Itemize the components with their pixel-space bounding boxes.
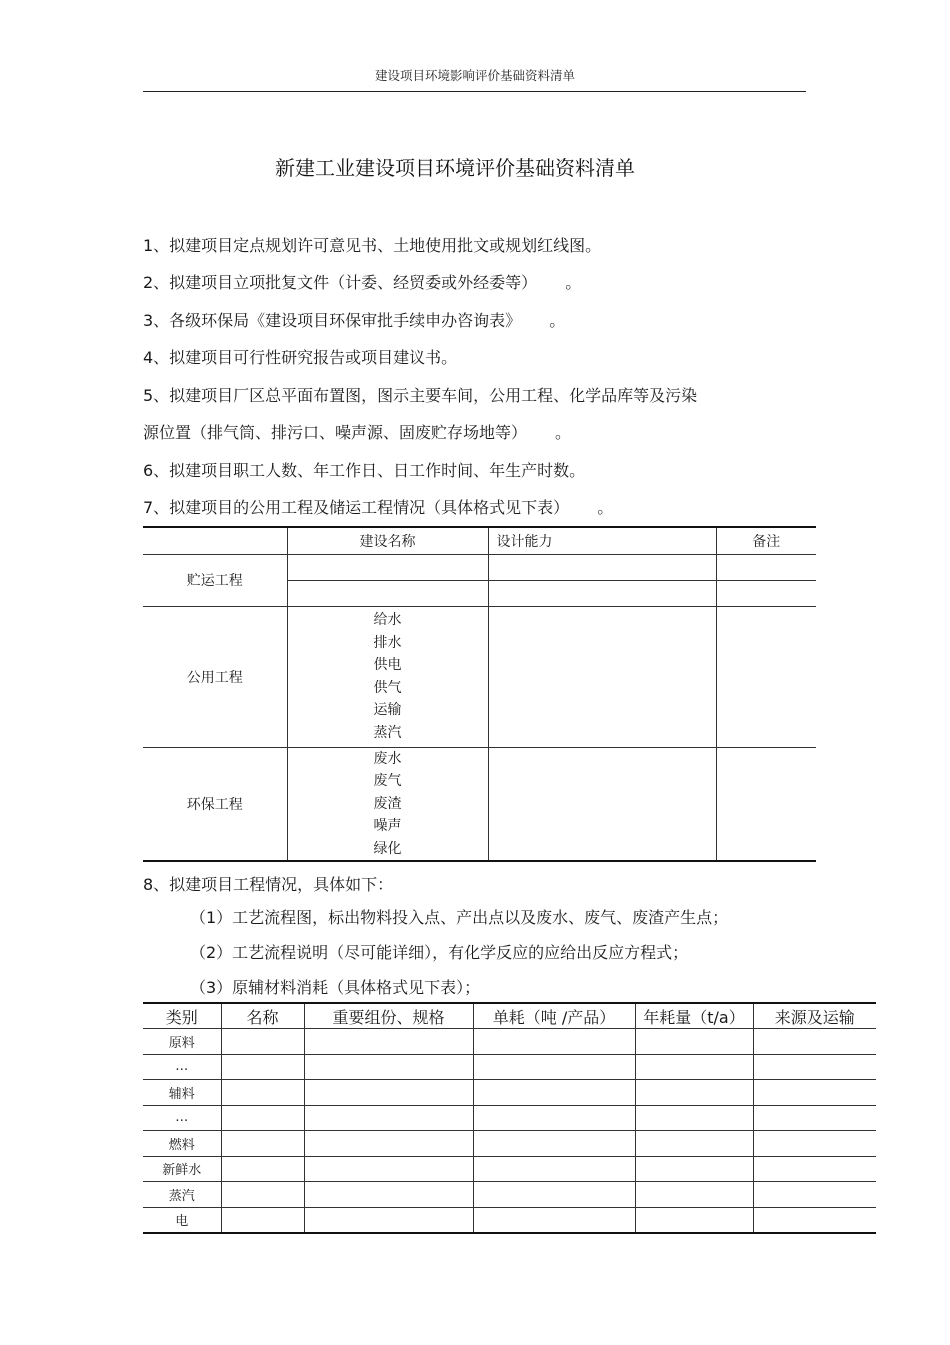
table-cell [753, 1131, 876, 1157]
list-item: 蒸汽 [373, 724, 402, 741]
table-cell [304, 1054, 473, 1080]
list-item-4: 4、拟建项目可行性研究报告或项目建议书。 [143, 348, 458, 367]
table-cell [473, 1029, 635, 1055]
table-cell [473, 1131, 635, 1157]
table-cell [488, 606, 716, 747]
table-cell [304, 1131, 473, 1157]
row-label: … [143, 1105, 221, 1131]
table-cell [473, 1054, 635, 1080]
table-cell [716, 606, 816, 747]
table1-header: 备注 [716, 527, 816, 554]
table-cell [473, 1156, 635, 1182]
table-cell [635, 1207, 753, 1233]
table-cell [635, 1054, 753, 1080]
table-cell [221, 1080, 304, 1106]
table-cell [753, 1029, 876, 1055]
table-cell [304, 1156, 473, 1182]
utilities-table [143, 526, 816, 862]
list-item-8: 8、拟建项目工程情况，具体如下： [143, 875, 394, 894]
table-cell [753, 1207, 876, 1233]
list-item-2: 2、拟建项目立项批复文件（计委、经贸委或外经委等） 。 [143, 273, 582, 292]
table-row [143, 1054, 876, 1080]
table-cell [287, 580, 488, 606]
row-label: 辅料 [143, 1080, 221, 1106]
table-row [143, 1105, 876, 1131]
table-cell [221, 1156, 304, 1182]
row-label: … [143, 1054, 221, 1080]
list-item-5: 5、拟建项目厂区总平面布置图，图示主要车间，公用工程、化学品库等及污染 [143, 386, 698, 405]
table-cell [635, 1029, 753, 1055]
group-label: 公用工程 [143, 606, 287, 747]
table-cell [753, 1156, 876, 1182]
table-cell [473, 1080, 635, 1106]
sub-item-3: （3）原辅材料消耗（具体格式见下表）； [190, 978, 481, 997]
list-item-5-cont: 源位置（排气筒、排污口、噪声源、固废贮存场地等） 。 [143, 423, 572, 442]
header-rule [143, 91, 806, 92]
row-label: 燃料 [143, 1131, 221, 1157]
document-title: 新建工业建设项目环境评价基础资料清单 [275, 156, 635, 180]
table-cell [221, 1182, 304, 1208]
table-cell [488, 747, 716, 861]
table-cell [473, 1182, 635, 1208]
group-items [287, 606, 488, 747]
table-cell [488, 554, 716, 580]
list-item: 供电 [373, 657, 402, 673]
table2-header: 年耗量（t/a） [635, 1003, 753, 1029]
page-header: 建设项目环境影响评价基础资料清单 [374, 68, 575, 83]
table-cell [304, 1029, 473, 1055]
table-cell [753, 1182, 876, 1208]
table-cell [635, 1080, 753, 1106]
table-cell [221, 1054, 304, 1080]
table-row [143, 1131, 876, 1157]
list-item: 给水 [373, 612, 402, 628]
table2-header: 名称 [221, 1003, 304, 1029]
list-item: 废渣 [373, 795, 402, 812]
table-row [143, 1182, 876, 1208]
list-item-6: 6、拟建项目职工人数、年工作日、日工作时间、年生产时数。 [143, 461, 586, 480]
list-item: 运输 [373, 702, 402, 718]
group-items [287, 747, 488, 861]
table-row [143, 1156, 876, 1182]
list-item: 噪声 [373, 818, 402, 834]
table-cell [753, 1080, 876, 1106]
table-cell [488, 580, 716, 606]
table-cell [221, 1131, 304, 1157]
table2-header: 单耗（吨 /产品） [473, 1003, 635, 1029]
group-label: 环保工程 [143, 747, 287, 861]
table2-header: 重要组份、规格 [304, 1003, 473, 1029]
table1-header: 设计能力 [488, 527, 716, 554]
table1-header: 建设名称 [287, 527, 488, 554]
table2-header: 类别 [143, 1003, 221, 1029]
row-label: 原料 [143, 1029, 221, 1055]
row-label: 蒸汽 [143, 1182, 221, 1208]
list-item: 排水 [373, 634, 402, 651]
sub-item-1: （1）工艺流程图，标出物料投入点、产出点以及废水、废气、废渣产生点； [190, 908, 729, 927]
table-cell [753, 1054, 876, 1080]
table-cell [473, 1207, 635, 1233]
table-row [143, 1080, 876, 1106]
list-item: 供气 [373, 679, 402, 696]
table-cell [221, 1207, 304, 1233]
table-cell [753, 1105, 876, 1131]
table1-corner [143, 527, 287, 554]
table-cell [304, 1080, 473, 1106]
list-item: 绿化 [373, 840, 402, 857]
table-cell [221, 1029, 304, 1055]
row-label: 新鲜水 [143, 1156, 221, 1182]
table-cell [304, 1207, 473, 1233]
table-cell [221, 1105, 304, 1131]
table-cell [473, 1105, 635, 1131]
sub-item-2: （2）工艺流程说明（尽可能详细），有化学反应的应给出反应方程式； [190, 943, 689, 962]
table-cell [716, 747, 816, 861]
table-cell [635, 1156, 753, 1182]
table2-header: 来源及运输 [753, 1003, 876, 1029]
table-cell [716, 554, 816, 580]
list-item: 废水 [373, 750, 402, 767]
table-cell [716, 580, 816, 606]
row-label: 电 [143, 1207, 221, 1233]
table-cell [304, 1105, 473, 1131]
table-cell [635, 1182, 753, 1208]
list-item-3: 3、各级环保局《建设项目环保审批手续申办咨询表》 。 [143, 311, 566, 330]
table-cell [635, 1105, 753, 1131]
table-cell [287, 554, 488, 580]
table-row [143, 1207, 876, 1233]
list-item: 废气 [373, 773, 402, 789]
table-row [143, 1029, 876, 1055]
materials-table [143, 1002, 876, 1234]
list-item-7: 7、拟建项目的公用工程及储运工程情况（具体格式见下表） 。 [143, 498, 614, 517]
table-cell [635, 1131, 753, 1157]
group-label: 贮运工程 [143, 554, 287, 606]
table-cell [304, 1182, 473, 1208]
list-item-1: 1、拟建项目定点规划许可意见书、土地使用批文或规划红线图。 [143, 236, 602, 255]
